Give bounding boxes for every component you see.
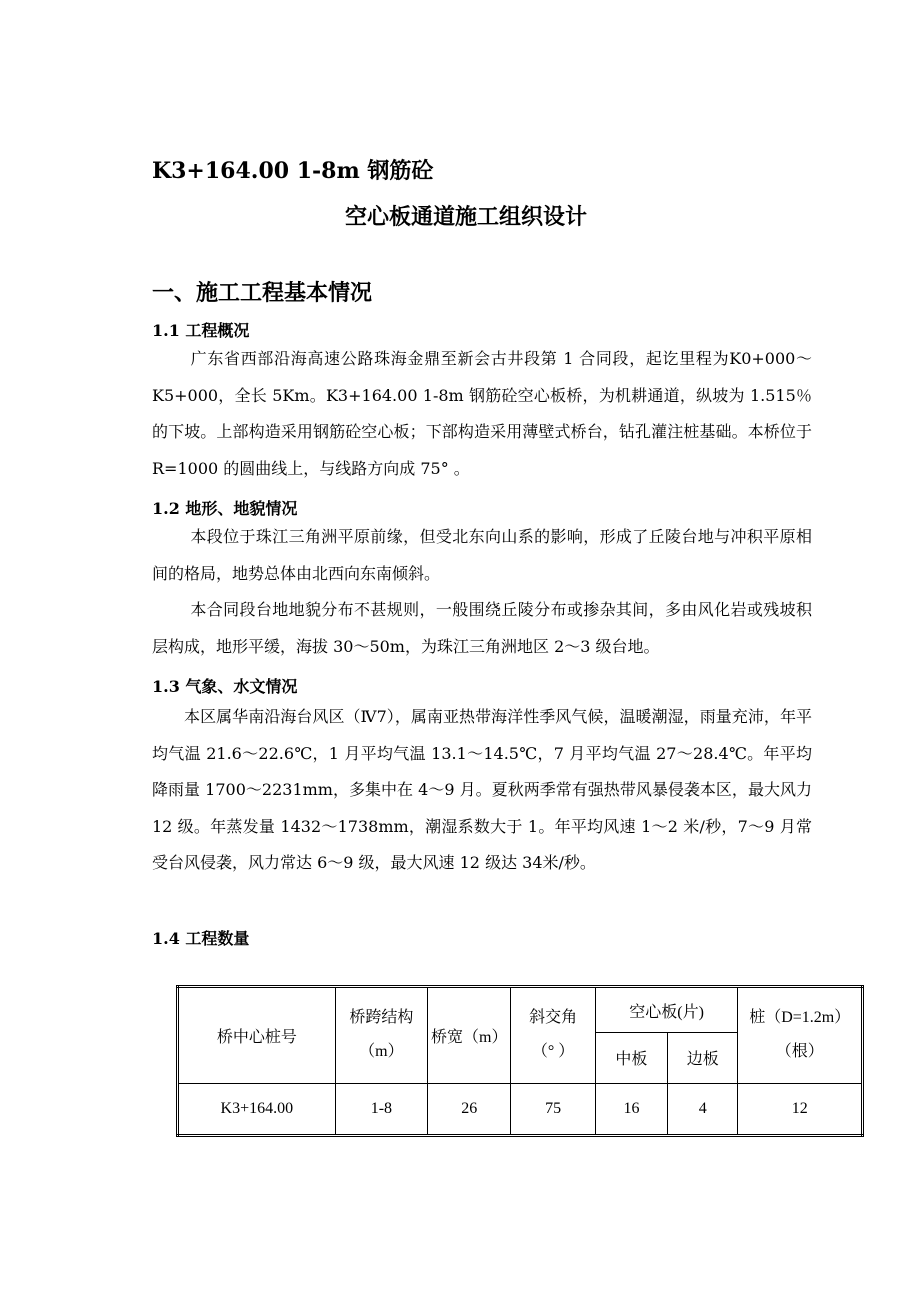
paragraph-text: 本段位于珠江三角洲平原前缘，但受北东向山系的影响，形成了丘陵台地与冲积平原相间的格局，地势总体由北西向东南倾斜。 [152, 527, 812, 583]
paragraph-text: 本合同段台地地貌分布不甚规则，一般围绕丘陵分布或掺杂其间，多由风化岩或残坡积层构成，地形平缓，海拔 30～50m，为珠江三角洲地区 2～3 级台地。 [152, 600, 812, 656]
header-pile-line1: 桩（D=1.2m） [749, 1009, 851, 1027]
cell-span: 1-8 [335, 1083, 427, 1135]
cell-station: K3+164.00 [178, 1083, 336, 1135]
cell-angle: 75 [511, 1083, 595, 1135]
quantity-table [176, 985, 864, 1137]
document-title-line1: K3+164.00 1-8m 钢筋砼 [152, 158, 434, 184]
header-span-line1: 桥跨结构 [349, 1009, 414, 1027]
header-angle-line1: 斜交角 [529, 1009, 578, 1027]
paragraph-terrain-2 [152, 592, 812, 665]
header-pile-line2: （根） [775, 1043, 824, 1061]
header-span [335, 987, 427, 1084]
subsection-heading-1-3: 1.3 气象、水文情况 [152, 677, 298, 696]
header-angle-line2: （° ） [531, 1043, 575, 1061]
subsection-heading-1-1: 1.1 工程概况 [152, 321, 250, 340]
paragraph-text: 本区属华南沿海台风区（Ⅳ7），属南亚热带海洋性季风气候，温暖潮湿，雨量充沛，年平均气温 21.6～22.6℃，1 月平均气温 13.1～14.5℃，7 月平均气温 27～28.4℃。年平均降雨量 1700～2231mm，多集中在 4～9 月。夏秋两季常有强热带风暴侵袭本区，最大风力 12 级。年蒸发量 1432～1738mm，潮湿系数大于 1。年平均风速 1～2 米/秒，7～9 月常受台风侵袭，风力常达 6～9 级，最大风速 12 级达 34米/秒。 [152, 707, 812, 872]
cell-width: 26 [428, 1083, 511, 1135]
cell-slab-mid: 16 [595, 1083, 667, 1135]
paragraph-climate [152, 699, 812, 882]
paragraph-terrain-1 [152, 519, 812, 592]
header-angle [511, 987, 595, 1084]
cell-slab-edge: 4 [668, 1083, 738, 1135]
header-span-line2: （m） [359, 1043, 404, 1061]
header-slab-mid: 中板 [595, 1033, 667, 1083]
cell-pile: 12 [738, 1083, 863, 1135]
table-row [178, 1083, 863, 1135]
paragraph-project-overview [152, 341, 812, 487]
document-title-line2: 空心板通道施工组织设计 [345, 204, 588, 230]
header-slab: 空心板(片) [595, 987, 738, 1033]
header-width: 桥宽（m） [428, 987, 511, 1084]
section-heading-1: 一、施工工程基本情况 [152, 280, 373, 306]
subsection-heading-1-2: 1.2 地形、地貌情况 [152, 499, 298, 518]
header-pile [738, 987, 863, 1084]
header-slab-edge: 边板 [668, 1033, 738, 1083]
paragraph-text: 广东省西部沿海高速公路珠海金鼎至新会古井段第 1 合同段，起讫里程为K0+000～K5+000，全长 5Km。K3+164.00 1-8m 钢筋砼空心板桥，为机耕通道，纵坡为 1.515％的下坡。上部构造采用钢筋砼空心板；下部构造采用薄壁式桥台，钻孔灌注桩基础。本桥位于 R=1000 的圆曲线上，与线路方向成 75° 。 [152, 349, 812, 478]
subsection-heading-1-4: 1.4 工程数量 [152, 929, 250, 948]
header-station: 桥中心桩号 [178, 987, 336, 1084]
